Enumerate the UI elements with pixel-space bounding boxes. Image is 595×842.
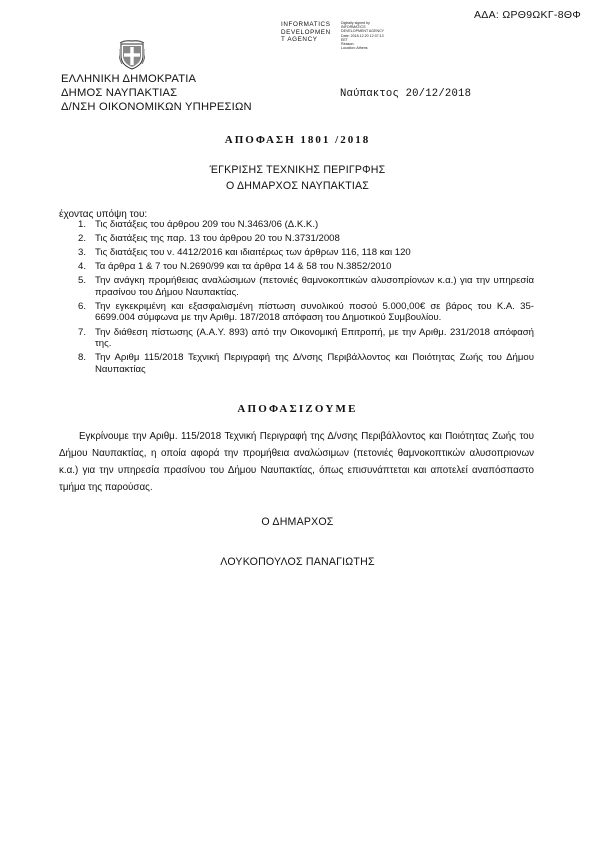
item-number: 2. [78, 233, 87, 245]
decision-title: ΑΠΟΦΑΣΗ 1801 /2018 [224, 134, 371, 146]
list-item [59, 352, 534, 375]
decision-authority: Ο ΔΗΜΑΡΧΟΣ ΝΑΥΠΑΚΤΙΑΣ [225, 180, 370, 192]
greek-coat-of-arms-icon [119, 40, 145, 70]
header-municipality: ΔΗΜΟΣ ΝΑΥΠΑΚΤΙΑΣ [61, 87, 178, 99]
stamp-line: INFORMATICS [281, 21, 331, 28]
item-number: 3. [78, 247, 87, 259]
header-department: Δ/ΝΣΗ ΟΙΚΟΝΟΜΙΚΩΝ ΥΠΗΡΕΣΙΩΝ [61, 101, 252, 113]
stamp-detail-line: Digitally signed by [341, 21, 370, 25]
decision-heading: ΑΠΟΦΑΣΙΖΟΥΜΕ [237, 403, 358, 415]
list-item [59, 301, 534, 324]
item-number: 6. [78, 300, 87, 312]
list-item [59, 219, 534, 231]
considerations-list [59, 219, 534, 378]
decision-body: Εγκρίνουμε την Αριθμ. 115/2018 Τεχνική Περιγραφή της Δ/νσης Περιβάλλοντος και Ποιότητας Ζωής του Δήμου Ναυπακτίας, η οποία αφορά την προμήθεια αναλώσιμων (πετονιές θαμνοκοπτικών αλυσοπριονων κ.α.) για την υπηρεσία πρασίνου του Δήμου Ναυπακτίας, όπως επισυνάπτεται και αποτελεί αναπόσπαστο τμήμα της παρούσας. [59, 431, 534, 493]
stamp-line: T AGENCY [281, 36, 318, 44]
stamp-detail-line: INFORMATICS [341, 25, 366, 30]
item-text: Την εγκεκριμένη και εξασφαλισμένη πίστωση συνολικού ποσού 5.000,00€ σε βάρος του Κ.Α. 35-6699.004 σύμφωνα με την Αριθμ. 187/2018 απόφαση του Δημοτικού Συμβουλίου. [95, 300, 534, 324]
list-item [59, 233, 534, 245]
signatory-title: Ο ΔΗΜΑΡΧΟΣ [261, 516, 334, 528]
list-item [59, 261, 534, 273]
digital-signature-stamp [281, 21, 331, 44]
stamp-detail-line: Reason: [341, 42, 355, 47]
item-text: Τις διατάξεις της παρ. 13 του άρθρου 20 του Ν.3731/2008 [95, 233, 340, 245]
stamp-line: DEVELOPMEN [281, 28, 331, 36]
item-text: Την Αριθμ 115/2018 Τεχνική Περιγραφή της Δ/νσης Περιβάλλοντος και Ποιότητας Ζωής του Δήμου Ναυπακτίας [95, 352, 534, 375]
stamp-detail-line: Date: 2018.12.20 12:37:13 [341, 33, 384, 38]
place-date: Ναύπακτος 20/12/2018 [340, 88, 472, 100]
item-number: 7. [78, 326, 87, 338]
signatory-name: ΛΟΥΚΟΠΟΥΛΟΣ ΠΑΝΑΓΙΩΤΗΣ [220, 556, 375, 568]
issuer-header [61, 72, 252, 114]
digital-signature-details [341, 21, 384, 50]
list-item [59, 327, 534, 350]
list-item [59, 247, 534, 259]
item-text: Την ανάγκη προμήθειας αναλώσιμων (πετονιές θαμνοκοπτικών αλυσοπρίονων κ.α.) για την υπηρεσία πρασίνου του Δήμου Ναυπακτίας. [95, 275, 534, 298]
item-text: Τα άρθρα 1 & 7 του Ν.2690/99 και τα άρθρα 14 & 58 του Ν.3852/2010 [95, 261, 392, 273]
stamp-detail-line: EET [341, 37, 348, 42]
item-number: 4. [78, 261, 87, 273]
list-item [59, 275, 534, 298]
considering-label: έχοντας υπόψη του: [59, 209, 148, 220]
item-text: Την διάθεση πίστωσης (Α.Α.Υ. 893) από την Οικονομική Επιτροπή, με την Αριθμ. 231/2018 απόφασή της. [95, 326, 534, 350]
ada-code: ΑΔΑ: ΩΡΘ9ΩΚΓ-8ΘΦ [473, 9, 581, 21]
header-country: ΕΛΛΗΝΙΚΗ ΔΗΜΟΚΡΑΤΙΑ [61, 73, 197, 85]
stamp-detail-line: DEVELOPMENT AGENCY [341, 29, 385, 34]
item-text: Τις διατάξεις του άρθρου 209 του Ν.3463/06 (Δ.Κ.Κ.) [95, 219, 319, 230]
decision-subject: ΈΓΚΡΙΣΗΣ ΤΕΧΝΙΚΗΣ ΠΕΡΙΓΡΦΗΣ [209, 164, 386, 176]
item-number: 8. [78, 352, 87, 364]
item-number: 1. [78, 219, 87, 230]
item-number: 5. [78, 275, 87, 287]
stamp-detail-line: Location: Athens [341, 46, 368, 51]
item-text: Τις διατάξεις του ν. 4412/2016 και ιδιαιτέρως των άρθρων 116, 118 και 120 [95, 247, 411, 259]
